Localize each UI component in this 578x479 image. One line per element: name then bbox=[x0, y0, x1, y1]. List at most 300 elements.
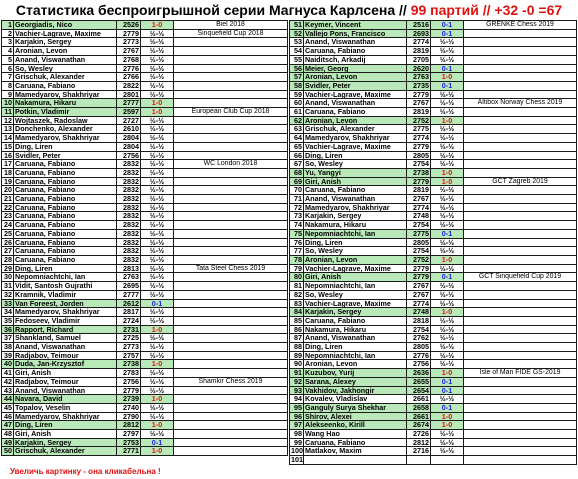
tournament-cell bbox=[464, 38, 577, 47]
game-number-cell: 13 bbox=[2, 125, 14, 134]
tournament-cell bbox=[174, 195, 288, 204]
opponent-cell: Caruana, Fabiano bbox=[14, 247, 117, 256]
opponent-cell: Fedoseev, Vladimir bbox=[14, 316, 117, 325]
game-number-cell: 37 bbox=[2, 334, 14, 343]
tournament-cell: Shamkir Chess 2019 bbox=[174, 377, 288, 386]
game-number-cell: 6 bbox=[2, 64, 14, 73]
game-number-cell: 70 bbox=[290, 186, 304, 195]
opponent-cell: Vachier-Lagrave, Maxime bbox=[304, 299, 407, 308]
game-row bbox=[2, 134, 288, 143]
game-row bbox=[2, 108, 288, 117]
score-cell: 1-0 bbox=[431, 308, 464, 317]
game-row bbox=[2, 73, 288, 82]
game-number-cell: 43 bbox=[2, 386, 14, 395]
game-row bbox=[290, 282, 577, 291]
game-number-cell: 92 bbox=[290, 377, 304, 386]
rating-cell: 2832 bbox=[117, 203, 141, 212]
opponent-cell: Caruana, Fabiano bbox=[304, 47, 407, 56]
rating-cell: 2805 bbox=[407, 343, 431, 352]
game-row bbox=[2, 203, 288, 212]
tournament-cell bbox=[464, 308, 577, 317]
tournament-cell bbox=[464, 386, 577, 395]
rating-cell: 2775 bbox=[407, 125, 431, 134]
opponent-cell: Giri, Anish bbox=[14, 430, 117, 439]
opponent-cell: Caruana, Fabiano bbox=[304, 108, 407, 117]
rating-cell: 2754 bbox=[407, 325, 431, 334]
rating-cell: 2776 bbox=[407, 351, 431, 360]
game-number-cell: 66 bbox=[290, 151, 304, 160]
game-number-cell: 75 bbox=[290, 229, 304, 238]
game-number-cell: 47 bbox=[2, 421, 14, 430]
game-row bbox=[2, 290, 288, 299]
game-number-cell: 89 bbox=[290, 351, 304, 360]
game-row bbox=[290, 116, 577, 125]
rating-cell: 2756 bbox=[407, 360, 431, 369]
game-number-cell: 56 bbox=[290, 64, 304, 73]
tournament-cell bbox=[464, 55, 577, 64]
game-number-cell: 64 bbox=[290, 134, 304, 143]
game-row bbox=[2, 386, 288, 395]
rating-cell: 2767 bbox=[407, 282, 431, 291]
game-number-cell: 23 bbox=[2, 212, 14, 221]
game-row bbox=[2, 264, 288, 273]
tournament-cell bbox=[174, 142, 288, 151]
game-number-cell: 86 bbox=[290, 325, 304, 334]
game-row bbox=[290, 430, 577, 439]
game-number-cell: 5 bbox=[2, 55, 14, 64]
game-row bbox=[290, 47, 577, 56]
rating-cell: 2739 bbox=[117, 395, 141, 404]
rating-cell: 2526 bbox=[117, 21, 141, 30]
opponent-cell: Aronian, Levon bbox=[304, 255, 407, 264]
score-cell: ½-½ bbox=[141, 316, 174, 325]
score-cell: 1-0 bbox=[141, 421, 174, 430]
opponent-cell: Caruana, Fabiano bbox=[14, 195, 117, 204]
game-row bbox=[2, 151, 288, 160]
game-row bbox=[2, 47, 288, 56]
opponent-cell: Aronian, Levon bbox=[304, 73, 407, 82]
rating-cell: 2610 bbox=[117, 125, 141, 134]
opponent-cell: Wang Hao bbox=[304, 430, 407, 439]
game-number-cell: 17 bbox=[2, 160, 14, 169]
tournament-cell bbox=[174, 316, 288, 325]
opponent-cell: Ding, Liren bbox=[304, 151, 407, 160]
rating-cell: 2832 bbox=[117, 168, 141, 177]
game-row bbox=[290, 125, 577, 134]
game-number-cell: 76 bbox=[290, 238, 304, 247]
game-number-cell: 87 bbox=[290, 334, 304, 343]
rating-cell: 2727 bbox=[117, 116, 141, 125]
opponent-cell: Caruana, Fabiano bbox=[14, 238, 117, 247]
score-cell: ½-½ bbox=[141, 238, 174, 247]
opponent-cell bbox=[304, 456, 407, 465]
score-cell: ½-½ bbox=[431, 447, 464, 456]
opponent-cell: Anand, Viswanathan bbox=[304, 195, 407, 204]
tournament-cell: European Club Cup 2018 bbox=[174, 108, 288, 117]
game-number-cell: 58 bbox=[290, 81, 304, 90]
opponent-cell: Keymer, Vincent bbox=[304, 21, 407, 30]
tournament-cell bbox=[174, 360, 288, 369]
opponent-cell: Svidler, Peter bbox=[14, 151, 117, 160]
opponent-cell: Navara, David bbox=[14, 395, 117, 404]
rating-cell: 2832 bbox=[117, 221, 141, 230]
game-row bbox=[290, 334, 577, 343]
rating-cell: 2705 bbox=[407, 55, 431, 64]
score-cell: ½-½ bbox=[141, 290, 174, 299]
game-row bbox=[290, 160, 577, 169]
game-row bbox=[290, 290, 577, 299]
tournament-cell bbox=[174, 308, 288, 317]
score-cell: ½-½ bbox=[141, 282, 174, 291]
tournament-cell bbox=[464, 438, 577, 447]
game-number-cell: 34 bbox=[2, 308, 14, 317]
game-number-cell: 33 bbox=[2, 299, 14, 308]
score-cell: ½-½ bbox=[141, 73, 174, 82]
score-cell: ½-½ bbox=[141, 377, 174, 386]
game-row bbox=[2, 55, 288, 64]
rating-cell: 2819 bbox=[407, 108, 431, 117]
score-cell: ½-½ bbox=[141, 186, 174, 195]
game-number-cell: 95 bbox=[290, 403, 304, 412]
game-number-cell: 65 bbox=[290, 142, 304, 151]
game-row bbox=[2, 21, 288, 30]
score-cell: ½-½ bbox=[431, 195, 464, 204]
rating-cell: 2636 bbox=[407, 369, 431, 378]
tournament-cell bbox=[174, 134, 288, 143]
rating-cell: 2832 bbox=[117, 177, 141, 186]
opponent-cell: Rapport, Richard bbox=[14, 325, 117, 334]
game-row bbox=[2, 160, 288, 169]
rating-cell: 2735 bbox=[407, 81, 431, 90]
game-number-cell: 45 bbox=[2, 403, 14, 412]
opponent-cell: Karjakin, Sergey bbox=[14, 38, 117, 47]
rating-cell: 2762 bbox=[407, 334, 431, 343]
rating-cell: 2754 bbox=[407, 221, 431, 230]
rating-cell: 2658 bbox=[407, 403, 431, 412]
tournament-cell bbox=[464, 264, 577, 273]
game-row bbox=[290, 369, 577, 378]
rating-cell: 2767 bbox=[117, 47, 141, 56]
score-cell: ½-½ bbox=[141, 160, 174, 169]
rating-cell: 2695 bbox=[117, 282, 141, 291]
opponent-cell: Topalov, Veselin bbox=[14, 403, 117, 412]
game-row bbox=[290, 168, 577, 177]
game-row bbox=[2, 29, 288, 38]
score-cell: 1-0 bbox=[431, 168, 464, 177]
score-cell: 1-0 bbox=[141, 99, 174, 108]
opponent-cell: Karjakin, Sergey bbox=[304, 212, 407, 221]
opponent-cell: Anand, Viswanathan bbox=[304, 334, 407, 343]
tournament-cell bbox=[464, 81, 577, 90]
rating-cell: 2832 bbox=[117, 229, 141, 238]
opponent-cell: Vachier-Lagrave, Maxime bbox=[304, 90, 407, 99]
score-cell: 1-0 bbox=[141, 360, 174, 369]
game-number-cell: 69 bbox=[290, 177, 304, 186]
title-score: 99 партий // +32 -0 =67 bbox=[406, 2, 563, 18]
tournament-cell bbox=[174, 177, 288, 186]
opponent-cell: So, Wesley bbox=[304, 160, 407, 169]
tournament-cell bbox=[174, 229, 288, 238]
opponent-cell: Shankland, Samuel bbox=[14, 334, 117, 343]
score-cell: ½-½ bbox=[431, 108, 464, 117]
tournament-cell bbox=[174, 403, 288, 412]
score-cell: ½-½ bbox=[431, 151, 464, 160]
opponent-cell: Nakamura, Hikaru bbox=[304, 221, 407, 230]
rating-cell: 2790 bbox=[117, 412, 141, 421]
rating-cell: 2805 bbox=[407, 238, 431, 247]
opponent-cell: Vachier-Lagrave, Maxime bbox=[304, 264, 407, 273]
opponent-cell: Matlakov, Maxim bbox=[304, 447, 407, 456]
page-title bbox=[0, 2, 578, 22]
opponent-cell: Vidit, Santosh Gujrathi bbox=[14, 282, 117, 291]
rating-cell: 2779 bbox=[117, 29, 141, 38]
tournament-cell bbox=[174, 125, 288, 134]
tournament-cell bbox=[174, 395, 288, 404]
tournament-cell bbox=[464, 403, 577, 412]
game-row bbox=[2, 81, 288, 90]
score-cell: 0-1 bbox=[431, 273, 464, 282]
tournament-cell bbox=[464, 168, 577, 177]
opponent-cell: Grischuk, Alexander bbox=[14, 447, 117, 456]
game-row bbox=[290, 203, 577, 212]
opponent-cell: Kramnik, Vladimir bbox=[14, 290, 117, 299]
score-cell: 1-0 bbox=[141, 395, 174, 404]
game-row bbox=[2, 90, 288, 99]
score-cell: 0-1 bbox=[141, 299, 174, 308]
tournament-cell bbox=[464, 299, 577, 308]
tournament-cell bbox=[174, 64, 288, 73]
opponent-cell: Mamedyarov, Shakhriyar bbox=[304, 134, 407, 143]
tournament-cell bbox=[464, 412, 577, 421]
rating-cell: 2804 bbox=[117, 142, 141, 151]
tournament-cell bbox=[464, 247, 577, 256]
tournament-cell bbox=[174, 99, 288, 108]
tournament-cell: GCT Zagreb 2019 bbox=[464, 177, 577, 186]
rating-cell: 2777 bbox=[117, 99, 141, 108]
score-cell: ½-½ bbox=[431, 264, 464, 273]
rating-cell: 2752 bbox=[407, 255, 431, 264]
tournament-cell bbox=[464, 334, 577, 343]
game-row bbox=[290, 412, 577, 421]
tournament-cell bbox=[174, 247, 288, 256]
rating-cell: 2661 bbox=[407, 412, 431, 421]
opponent-cell: Vallejo Pons, Francisco bbox=[304, 29, 407, 38]
score-cell: ½-½ bbox=[431, 290, 464, 299]
rating-cell: 2805 bbox=[407, 151, 431, 160]
score-cell: ½-½ bbox=[141, 247, 174, 256]
game-row bbox=[290, 343, 577, 352]
score-cell: ½-½ bbox=[431, 299, 464, 308]
game-number-cell: 59 bbox=[290, 90, 304, 99]
opponent-cell: Mamedyarov, Shakhriyar bbox=[14, 90, 117, 99]
tournament-cell bbox=[174, 212, 288, 221]
score-cell: ½-½ bbox=[141, 203, 174, 212]
rating-cell: 2817 bbox=[117, 308, 141, 317]
game-number-cell: 73 bbox=[290, 212, 304, 221]
score-cell: 1-0 bbox=[431, 255, 464, 264]
tournament-cell: Tata Steel Chess 2019 bbox=[174, 264, 288, 273]
game-row bbox=[290, 447, 577, 456]
score-cell: ½-½ bbox=[431, 334, 464, 343]
opponent-cell: Vachier-Lagrave, Maxime bbox=[304, 142, 407, 151]
rating-cell: 2832 bbox=[117, 255, 141, 264]
opponent-cell: Kovalev, Vladislav bbox=[304, 395, 407, 404]
score-cell: 0-1 bbox=[431, 21, 464, 30]
game-row bbox=[290, 456, 577, 465]
tournament-cell bbox=[174, 221, 288, 230]
game-number-cell: 36 bbox=[2, 325, 14, 334]
game-row bbox=[290, 142, 577, 151]
opponent-cell: Caruana, Fabiano bbox=[14, 212, 117, 221]
game-number-cell: 71 bbox=[290, 195, 304, 204]
score-cell: ½-½ bbox=[141, 90, 174, 99]
opponent-cell: Giri, Anish bbox=[14, 369, 117, 378]
opponent-cell: Sarana, Alexey bbox=[304, 377, 407, 386]
title-main: Статистика беспроигрышной серии Магнуса Карлсена // bbox=[15, 2, 407, 18]
opponent-cell: Mamedyarov, Shakhriyar bbox=[304, 203, 407, 212]
rating-cell: 2779 bbox=[407, 273, 431, 282]
opponent-cell: Mamedyarov, Shakhriyar bbox=[14, 134, 117, 143]
tournament-cell bbox=[174, 203, 288, 212]
rating-cell: 2775 bbox=[407, 229, 431, 238]
score-cell: ½-½ bbox=[141, 64, 174, 73]
score-cell: ½-½ bbox=[141, 412, 174, 421]
tournament-cell bbox=[174, 421, 288, 430]
score-cell: ½-½ bbox=[141, 81, 174, 90]
tournament-cell: Sinquefield Cup 2018 bbox=[174, 29, 288, 38]
score-cell: ½-½ bbox=[431, 351, 464, 360]
game-row bbox=[2, 412, 288, 421]
game-row bbox=[290, 29, 577, 38]
game-number-cell: 93 bbox=[290, 386, 304, 395]
opponent-cell: Caruana, Fabiano bbox=[14, 168, 117, 177]
game-number-cell: 55 bbox=[290, 55, 304, 64]
game-row bbox=[290, 316, 577, 325]
rating-cell: 2654 bbox=[407, 386, 431, 395]
score-cell: 1-0 bbox=[431, 177, 464, 186]
game-row bbox=[2, 125, 288, 134]
opponent-cell: Van Foreest, Jorden bbox=[14, 299, 117, 308]
rating-cell: 2774 bbox=[407, 38, 431, 47]
game-number-cell: 26 bbox=[2, 238, 14, 247]
game-row bbox=[290, 99, 577, 108]
game-number-cell: 48 bbox=[2, 430, 14, 439]
opponent-cell: Aronian, Levon bbox=[14, 47, 117, 56]
tournament-cell bbox=[174, 255, 288, 264]
game-number-cell: 10 bbox=[2, 99, 14, 108]
opponent-cell: Caruana, Fabiano bbox=[14, 229, 117, 238]
game-row bbox=[290, 229, 577, 238]
opponent-cell: Duda, Jan-Krzysztof bbox=[14, 360, 117, 369]
rating-cell: 2779 bbox=[407, 90, 431, 99]
score-cell: ½-½ bbox=[431, 247, 464, 256]
game-number-cell: 100 bbox=[291, 446, 303, 456]
game-number-cell: 63 bbox=[290, 125, 304, 134]
rating-cell: 2819 bbox=[407, 47, 431, 56]
game-number-cell: 61 bbox=[290, 108, 304, 117]
game-number-cell: 94 bbox=[290, 395, 304, 404]
game-row bbox=[290, 195, 577, 204]
game-number-cell: 57 bbox=[290, 73, 304, 82]
tournament-cell bbox=[464, 447, 577, 456]
game-number-cell: 62 bbox=[290, 116, 304, 125]
opponent-cell: Yu, Yangyi bbox=[304, 168, 407, 177]
score-cell: ½-½ bbox=[141, 334, 174, 343]
rating-cell: 2597 bbox=[117, 108, 141, 117]
game-number-cell: 25 bbox=[2, 229, 14, 238]
rating-cell: 2774 bbox=[407, 203, 431, 212]
rating-cell: 2779 bbox=[407, 177, 431, 186]
game-number-cell: 15 bbox=[2, 142, 14, 151]
rating-cell: 2832 bbox=[117, 160, 141, 169]
rating-cell: 2693 bbox=[407, 29, 431, 38]
game-row bbox=[2, 360, 288, 369]
opponent-cell: Mamedyarov, Shakhriyar bbox=[14, 308, 117, 317]
tournament-cell bbox=[464, 195, 577, 204]
score-cell: ½-½ bbox=[141, 47, 174, 56]
game-row bbox=[290, 90, 577, 99]
game-row bbox=[2, 308, 288, 317]
score-cell: ½-½ bbox=[431, 203, 464, 212]
tournament-cell bbox=[464, 430, 577, 439]
game-row bbox=[2, 64, 288, 73]
games-table-left bbox=[1, 20, 288, 456]
tournament-cell: GCT Sinquefield Cup 2019 bbox=[464, 273, 577, 282]
opponent-cell: Caruana, Fabiano bbox=[14, 81, 117, 90]
score-cell: 0-1 bbox=[141, 438, 174, 447]
game-number-cell: 27 bbox=[2, 247, 14, 256]
rating-cell: 2738 bbox=[407, 168, 431, 177]
game-number-cell: 7 bbox=[2, 73, 14, 82]
game-row bbox=[2, 238, 288, 247]
score-cell: ½-½ bbox=[141, 386, 174, 395]
opponent-cell: Svidler, Peter bbox=[304, 81, 407, 90]
game-number-cell: 12 bbox=[2, 116, 14, 125]
game-number-cell: 67 bbox=[290, 160, 304, 169]
tournament-cell bbox=[464, 377, 577, 386]
footer-note: Увеличь картинку - она кликабельна ! bbox=[10, 467, 161, 476]
tournament-cell bbox=[174, 73, 288, 82]
game-number-cell: 11 bbox=[2, 108, 14, 117]
rating-cell: 2773 bbox=[117, 38, 141, 47]
game-number-cell: 22 bbox=[2, 203, 14, 212]
game-row bbox=[2, 351, 288, 360]
game-row bbox=[290, 395, 577, 404]
score-cell: ½-½ bbox=[431, 47, 464, 56]
game-number-cell: 30 bbox=[2, 273, 14, 282]
opponent-cell: Caruana, Fabiano bbox=[14, 160, 117, 169]
rating-cell: 2767 bbox=[407, 195, 431, 204]
score-cell: ½-½ bbox=[141, 195, 174, 204]
opponent-cell: Caruana, Fabiano bbox=[14, 203, 117, 212]
score-cell: ½-½ bbox=[431, 125, 464, 134]
game-number-cell: 68 bbox=[290, 168, 304, 177]
game-row bbox=[2, 447, 288, 456]
tournament-cell bbox=[174, 151, 288, 160]
opponent-cell: Anand, Viswanathan bbox=[14, 386, 117, 395]
score-cell: ½-½ bbox=[141, 125, 174, 134]
opponent-cell: Caruana, Fabiano bbox=[304, 438, 407, 447]
game-row bbox=[2, 273, 288, 282]
rating-cell: 2779 bbox=[407, 264, 431, 273]
game-row bbox=[290, 55, 577, 64]
tournament-cell bbox=[174, 282, 288, 291]
game-row bbox=[2, 186, 288, 195]
score-cell: ½-½ bbox=[431, 221, 464, 230]
score-cell: ½-½ bbox=[431, 438, 464, 447]
game-row bbox=[2, 430, 288, 439]
game-number-cell: 18 bbox=[2, 168, 14, 177]
